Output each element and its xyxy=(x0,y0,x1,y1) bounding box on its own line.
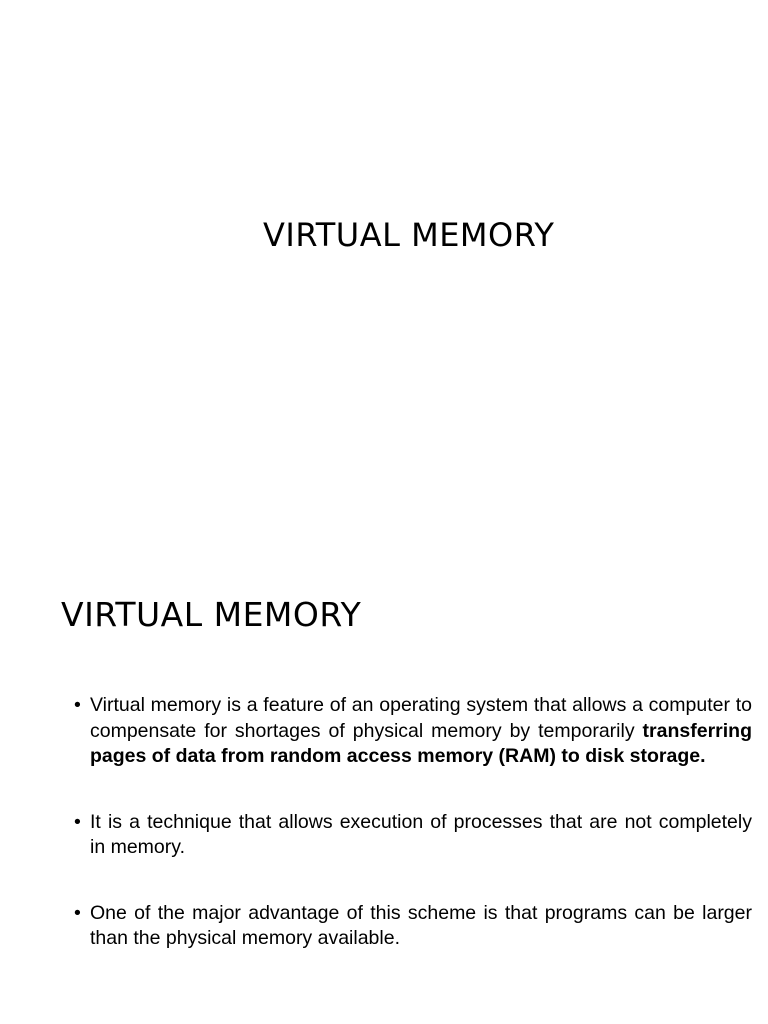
bullet-list xyxy=(74,693,752,992)
content-slide-heading: VIRTUAL MEMORY xyxy=(61,595,362,634)
bullet-text: One of the major advantage of this scheme is that programs can be larger than the physical memory available. xyxy=(90,901,752,949)
bullet-text: It is a technique that allows execution of processes that are not completely in memory. xyxy=(90,810,752,858)
bullet-icon: • xyxy=(74,694,81,716)
bullet-icon: • xyxy=(74,810,81,833)
bullet-item xyxy=(74,693,752,770)
slide-content xyxy=(0,560,768,1024)
bullet-text-emphasis: transferring pages of data from random access memory (RAM) to disk storage. xyxy=(90,719,752,767)
title-slide-heading: VIRTUAL MEMORY xyxy=(263,216,555,254)
bullet-item xyxy=(74,810,752,861)
bullet-icon: • xyxy=(74,901,81,924)
bullet-item xyxy=(74,901,752,952)
bullet-text: Virtual memory is a feature of an operating system that allows a computer to compensate for shortages of physical memory by temporarily xyxy=(90,694,752,742)
